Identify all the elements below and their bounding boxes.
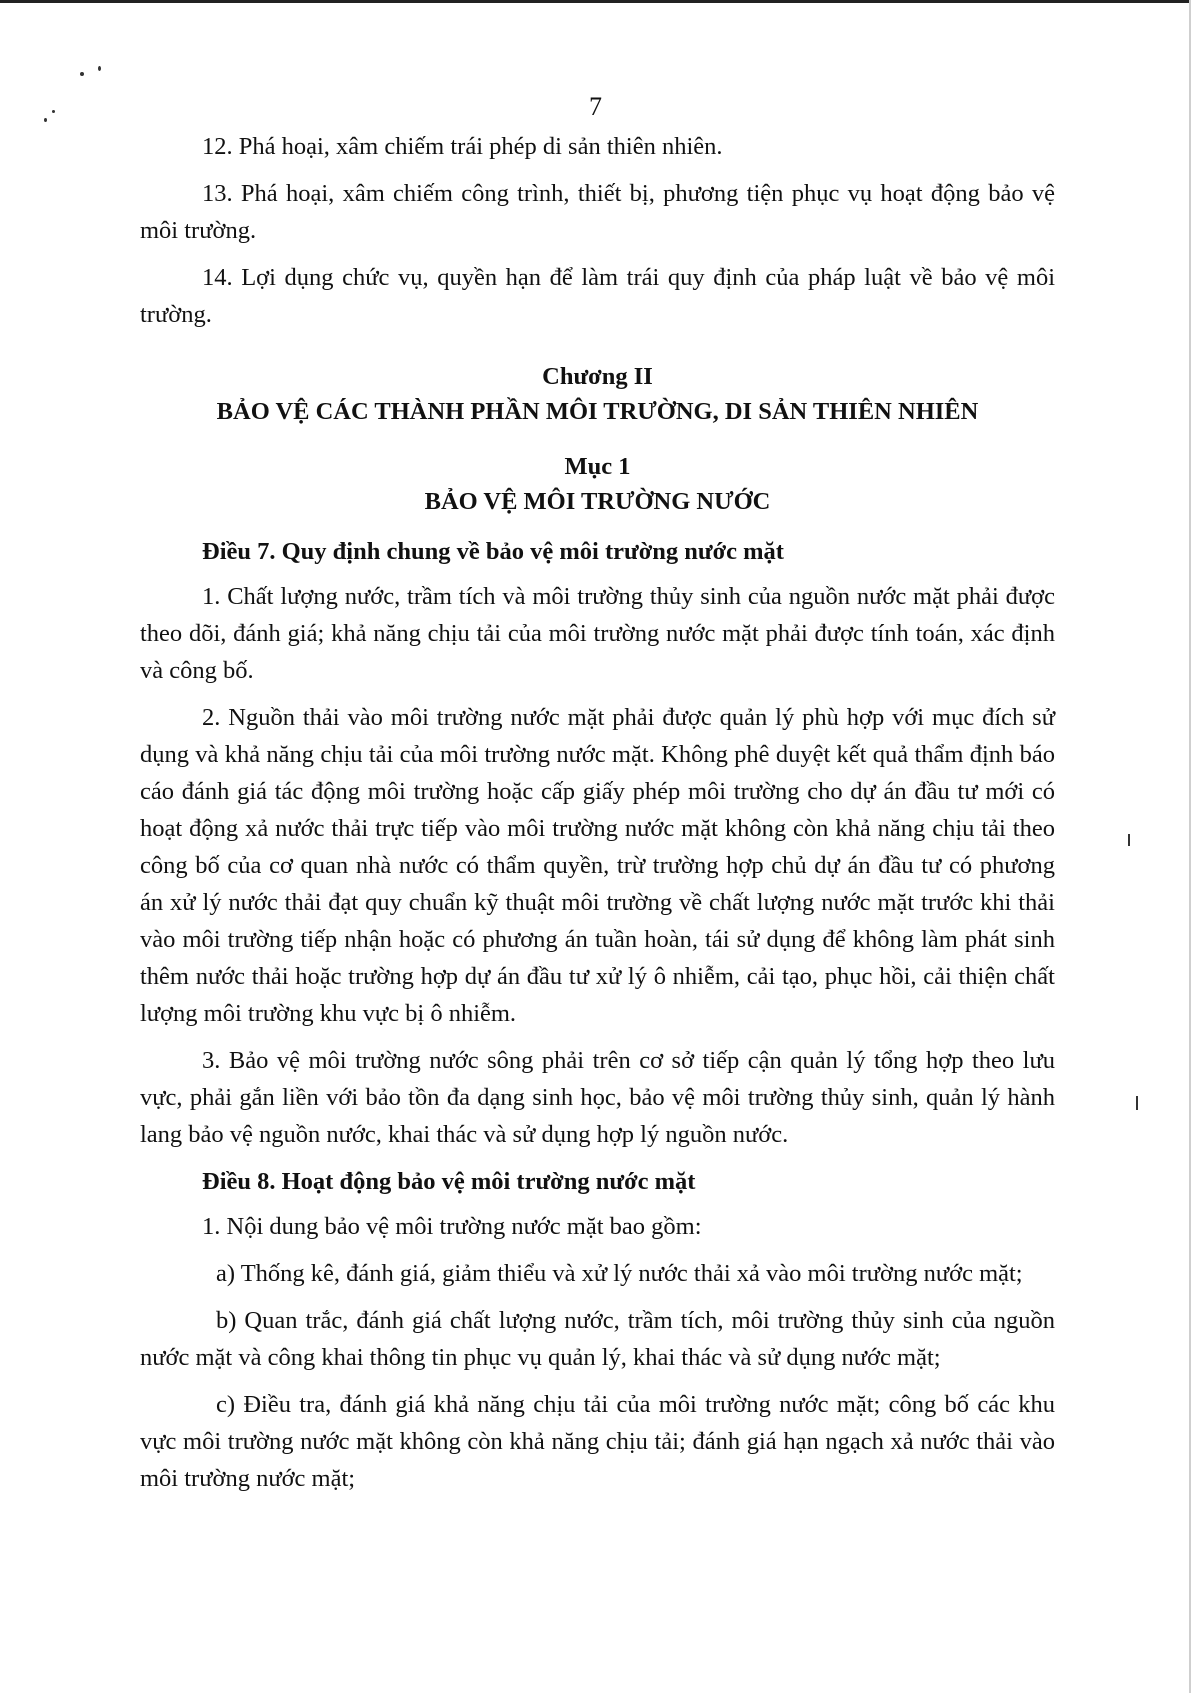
article-7-heading: Điều 7. Quy định chung về bảo vệ môi trường nước mặt [202, 538, 784, 565]
page-number: 7 [589, 92, 602, 121]
article-8-point: a) Thống kê, đánh giá, giảm thiểu và xử lý nước thải xả vào môi trường nước mặt; [216, 1260, 1023, 1287]
article-7-clause: 3. Bảo vệ môi trường nước sông phải trên cơ sở tiếp cận quản lý tổng hợp theo lưu vực, phải gắn liền với bảo tồn đa dạng sinh học, bảo vệ môi trường thủy sinh, quản lý hành lang bảo vệ nguồn nước, khai thác và sử dụng hợp lý nguồn nước. [140, 1047, 1055, 1148]
article-8-point: c) Điều tra, đánh giá khả năng chịu tải của môi trường nước mặt; công bố các khu vực môi trường nước mặt không còn khả năng chịu tải; đánh giá hạn ngạch xả nước thải vào môi trường nước mặt; [140, 1391, 1055, 1492]
section-title: BẢO VỆ MÔI TRƯỜNG NƯỚC [424, 488, 771, 515]
list-item: 14. Lợi dụng chức vụ, quyền hạn để làm trái quy định của pháp luật về bảo vệ môi trường. [140, 264, 1055, 328]
list-item: 12. Phá hoại, xâm chiếm trái phép di sản thiên nhiên. [202, 133, 723, 160]
scan-speck [1128, 834, 1130, 846]
article-8-point: b) Quan trắc, đánh giá chất lượng nước, trầm tích, môi trường thủy sinh của nguồn nước mặt và công khai thông tin phục vụ quản lý, khai thác và sử dụng nước mặt; [140, 1307, 1055, 1371]
article-8-clause: 1. Nội dung bảo vệ môi trường nước mặt bao gồm: [202, 1213, 702, 1240]
scan-speck [1136, 1096, 1138, 1110]
chapter-title: BẢO VỆ CÁC THÀNH PHẦN MÔI TRƯỜNG, DI SẢN THIÊN NHIÊN [216, 398, 979, 425]
article-7-clause: 1. Chất lượng nước, trầm tích và môi trường thủy sinh của nguồn nước mặt phải được theo dõi, đánh giá; khả năng chịu tải của môi trường nước mặt phải được tính toán, xác định và công bố. [140, 583, 1055, 684]
article-7-clause: 2. Nguồn thải vào môi trường nước mặt phải được quản lý phù hợp với mục đích sử dụng và khả năng chịu tải của môi trường nước mặt. Không phê duyệt kết quả thẩm định báo cáo đánh giá tác động môi trường hoặc cấp giấy phép môi trường cho dự án đầu tư mới có hoạt động xả nước thải trực tiếp vào môi trường nước mặt không còn khả năng chịu tải theo công bố của cơ quan nhà nước có thẩm quyền, trừ trường hợp chủ dự án đầu tư có phương án xử lý nước thải đạt quy chuẩn kỹ thuật môi trường về chất lượng nước mặt trước khi thải vào môi trường tiếp nhận hoặc có phương án tuần hoàn, tái sử dụng để không làm phát sinh thêm nước thải hoặc trường hợp dự án đầu tư xử lý ô nhiễm, cải tạo, phục hồi, cải thiện chất lượng môi trường khu vực bị ô nhiễm. [140, 704, 1055, 1027]
document-body [140, 128, 1055, 1507]
scan-speck [80, 72, 84, 76]
article-8-heading: Điều 8. Hoạt động bảo vệ môi trường nước mặt [202, 1168, 696, 1195]
chapter-label: Chương II [542, 363, 653, 390]
scan-top-edge [0, 0, 1191, 3]
scan-speck [98, 66, 101, 71]
list-item: 13. Phá hoại, xâm chiếm công trình, thiết bị, phương tiện phục vụ hoạt động bảo vệ môi trường. [140, 180, 1055, 244]
section-label: Mục 1 [564, 453, 631, 480]
